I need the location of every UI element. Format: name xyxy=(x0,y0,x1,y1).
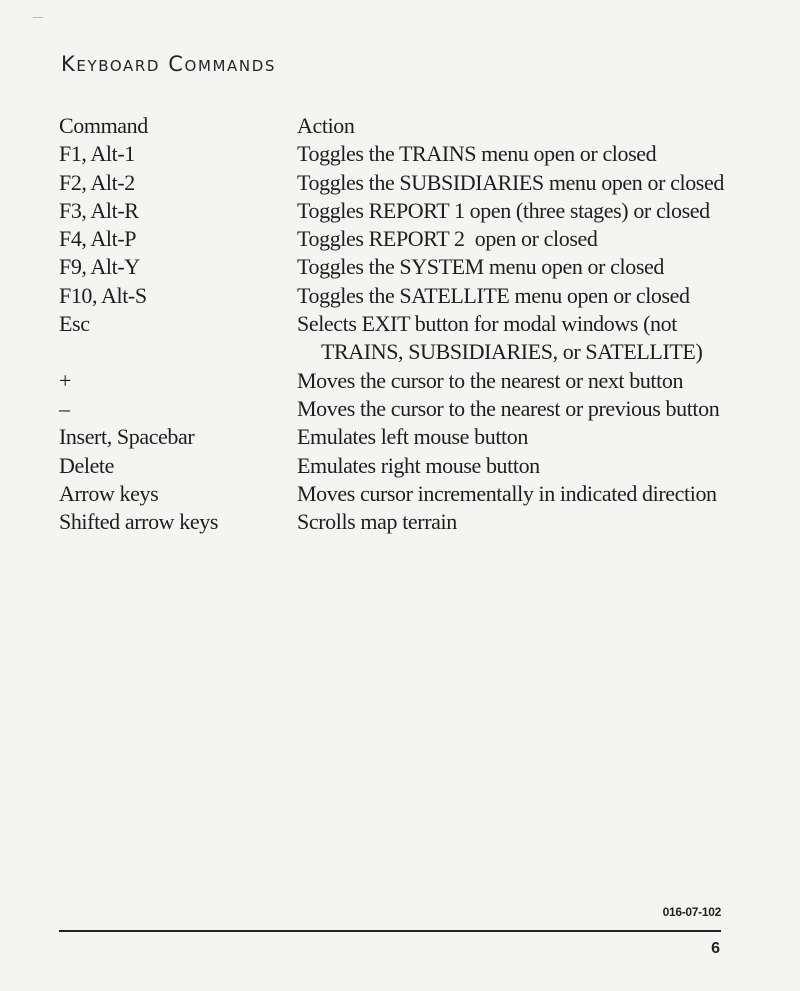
action-cell: Toggles the SUBSIDIARIES menu open or closed xyxy=(297,169,724,195)
column-header-command: Command xyxy=(59,113,148,138)
action-cell: Emulates left mouse button xyxy=(297,424,528,450)
table-row xyxy=(59,282,749,310)
action-cell: Moves the cursor to the nearest or next button xyxy=(297,367,684,393)
table-row xyxy=(59,367,749,395)
table-row xyxy=(59,197,749,225)
command-cell: F10, Alt-S xyxy=(59,282,147,308)
action-cell: Moves the cursor to the nearest or previous button xyxy=(297,395,720,421)
action-cell: Selects EXIT button for modal windows (not TRAINS, SUBSIDIARIES, or SATELLITE) xyxy=(297,311,703,365)
table-row xyxy=(59,253,749,281)
action-cell: Toggles the SATELLITE menu open or closed xyxy=(297,282,690,308)
action-cell: Toggles the SYSTEM menu open or closed xyxy=(297,254,664,280)
command-cell: Delete xyxy=(59,452,115,478)
column-header-action: Action xyxy=(297,113,355,138)
corner-mark xyxy=(33,17,43,18)
footer-divider xyxy=(59,930,721,932)
table-row xyxy=(59,423,749,451)
command-cell: – xyxy=(59,395,70,421)
command-cell: F4, Alt-P xyxy=(59,226,137,252)
command-cell: Esc xyxy=(59,311,90,337)
command-cell: F2, Alt-2 xyxy=(59,169,135,195)
page-number: 6 xyxy=(711,940,720,957)
table-header-row xyxy=(59,112,749,140)
section-title: Keyboard Commands xyxy=(61,52,276,76)
document-code: 016-07-102 xyxy=(662,905,721,919)
keyboard-commands-table xyxy=(59,112,749,536)
action-cell: Toggles REPORT 1 open (three stages) or closed xyxy=(297,197,710,223)
command-cell: F9, Alt-Y xyxy=(59,254,140,280)
table-row xyxy=(59,169,749,197)
action-cell: Emulates right mouse button xyxy=(297,452,540,478)
table-row xyxy=(59,310,749,367)
command-cell: + xyxy=(59,367,72,393)
table-row xyxy=(59,140,749,168)
command-cell: F1, Alt-1 xyxy=(59,141,135,167)
table-row xyxy=(59,395,749,423)
command-cell: Shifted arrow keys xyxy=(59,509,218,535)
action-cell: Toggles REPORT 2 open or closed xyxy=(297,226,598,252)
command-cell: Insert, Spacebar xyxy=(59,424,195,450)
table-row xyxy=(59,452,749,480)
action-cell: Scrolls map terrain xyxy=(297,509,457,535)
command-cell: F3, Alt-R xyxy=(59,197,139,223)
table-row xyxy=(59,225,749,253)
table-row xyxy=(59,480,749,508)
table-row xyxy=(59,508,749,536)
action-cell: Moves cursor incrementally in indicated direction xyxy=(297,480,717,506)
command-cell: Arrow keys xyxy=(59,480,159,506)
action-cell: Toggles the TRAINS menu open or closed xyxy=(297,141,657,167)
